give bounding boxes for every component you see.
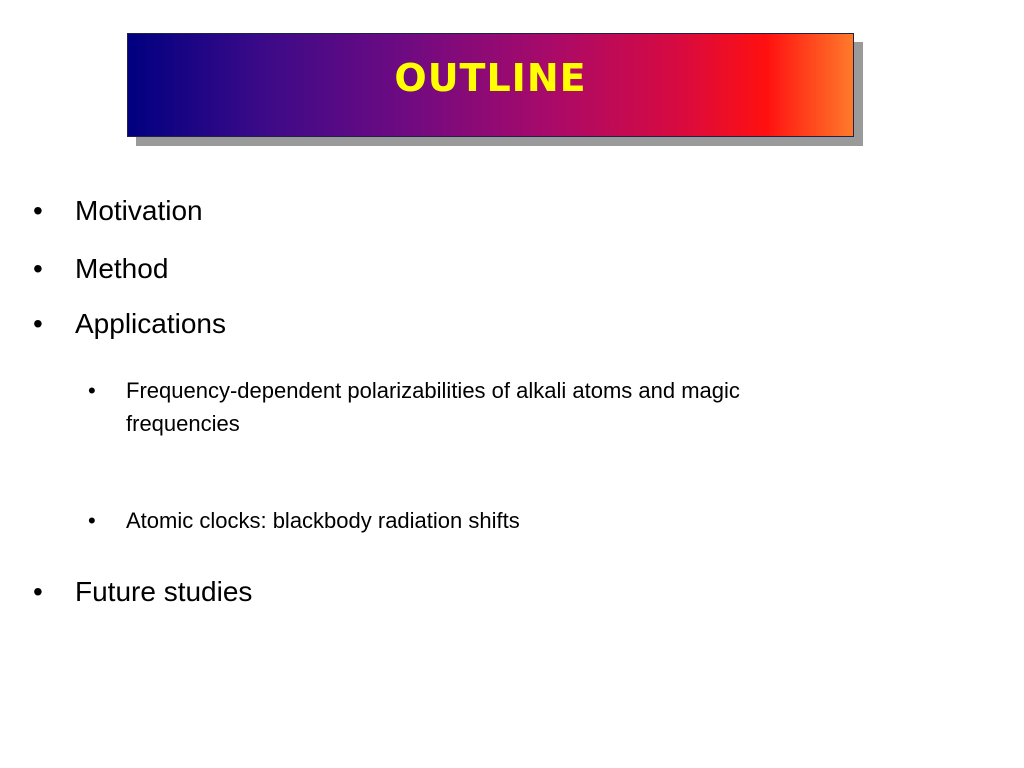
slide-title: OUTLINE [394,56,587,100]
bullet-text: Method [75,253,169,284]
sub-bullet-icon: • [88,508,96,533]
bullet-icon: • [33,576,43,607]
sub-bullet-icon: • [88,378,96,403]
bullet-icon: • [33,195,43,226]
bullet-icon: • [33,308,43,339]
bullet-icon: • [33,253,43,284]
sub-bullet-text: Frequency-dependent polarizabilities of alkali atoms and magic frequencies [126,378,740,436]
sub-bullet-text: Atomic clocks: blackbody radiation shifts [126,508,520,533]
bullet-text: Future studies [75,576,253,607]
bullet-text: Applications [75,308,226,339]
title-banner [127,33,854,137]
bullet-text: Motivation [75,195,203,226]
